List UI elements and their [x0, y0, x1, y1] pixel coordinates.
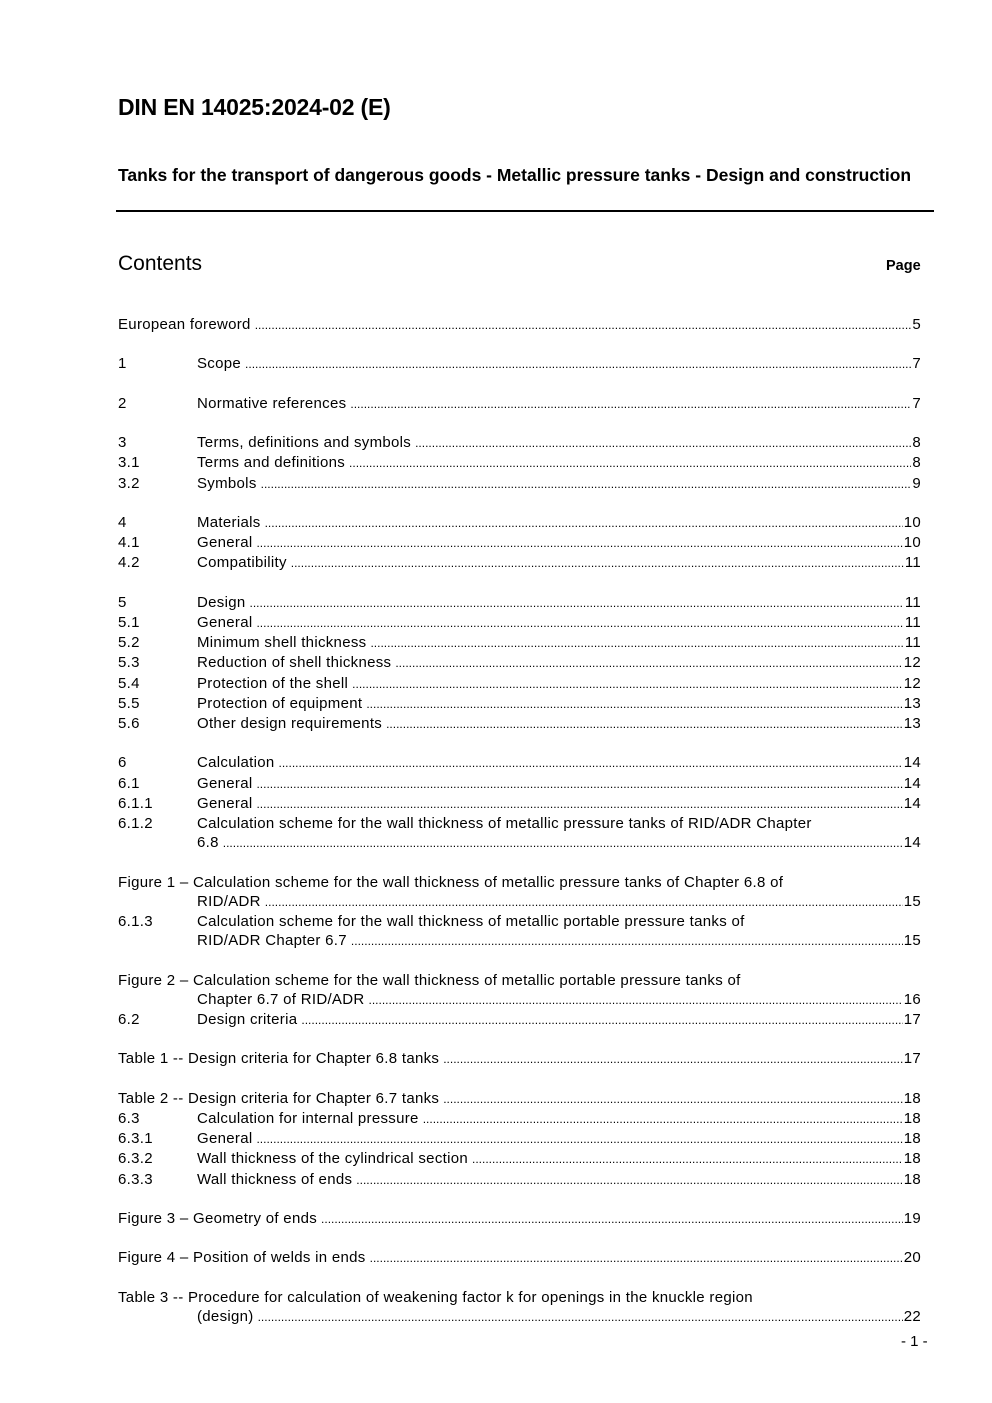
title-divider	[116, 210, 934, 212]
toc-entry-number: 3.2	[118, 474, 140, 492]
toc-entry-label: Materials	[197, 513, 261, 531]
toc-entry-label: Protection of the shell	[197, 674, 349, 692]
toc-entry-page: 14	[903, 794, 921, 812]
toc-entry-number: 5.2	[118, 634, 140, 652]
dot-leader	[256, 775, 902, 794]
toc-entry-1[interactable]	[118, 354, 921, 374]
toc-entry-foreword[interactable]	[118, 315, 921, 335]
toc-entry-page: 11	[904, 634, 921, 652]
toc-entry-page: 13	[903, 694, 921, 712]
toc-entry-5-3[interactable]	[118, 653, 921, 673]
toc-entry-label: General	[197, 794, 253, 812]
toc-entry-4-1[interactable]	[118, 533, 921, 553]
toc-entry-table-2[interactable]	[118, 1089, 921, 1109]
toc-entry-label-line-2: RID/ADR Chapter 6.7	[197, 932, 347, 950]
toc-entry-page: 10	[903, 534, 921, 552]
toc-entry-6-1[interactable]	[118, 774, 921, 794]
toc-entry-3-1[interactable]	[118, 453, 921, 473]
dot-leader	[386, 715, 903, 734]
table-of-contents	[118, 315, 921, 1327]
toc-entry-3-2[interactable]	[118, 474, 921, 494]
toc-entry-5-2[interactable]	[118, 633, 921, 653]
dot-leader	[423, 1110, 903, 1129]
dot-leader	[366, 695, 902, 714]
toc-entry-4[interactable]	[118, 513, 921, 533]
toc-entry-number: 6.3.2	[118, 1150, 153, 1168]
toc-entry-label: Calculation	[197, 754, 275, 772]
toc-entry-number: 2	[118, 394, 127, 412]
toc-entry-5-5[interactable]	[118, 694, 921, 714]
toc-entry-number: 6.1.1	[118, 794, 153, 812]
toc-entry-6-3-3[interactable]	[118, 1170, 921, 1190]
toc-entry-page: 7	[912, 394, 921, 412]
toc-entry-5-6[interactable]	[118, 714, 921, 734]
toc-entry-number: 6.3.1	[118, 1130, 153, 1148]
toc-entry-page: 13	[903, 714, 921, 732]
toc-entry-number: 6	[118, 754, 127, 772]
toc-entry-label-line-2: RID/ADR	[197, 892, 261, 910]
toc-entry-number: 6.3.3	[118, 1170, 153, 1188]
toc-entry-page: 18	[903, 1150, 921, 1168]
toc-entry-6-3-1[interactable]	[118, 1129, 921, 1149]
toc-entry-page: 11	[904, 554, 921, 572]
dot-leader	[265, 514, 903, 533]
dot-leader	[370, 634, 903, 653]
toc-entry-label: European foreword	[118, 316, 251, 333]
dot-leader	[256, 1130, 902, 1149]
toc-entry-3[interactable]	[118, 433, 921, 453]
toc-entry-figure-4[interactable]	[118, 1248, 921, 1268]
toc-entry-label-line-1: Table 3 -- Procedure for calculation of weakening factor k for openings in the knuckle region	[118, 1288, 753, 1306]
toc-entry-page: 8	[912, 454, 921, 472]
toc-entry-number: 5.6	[118, 714, 140, 732]
document-title: Tanks for the transport of dangerous goods - Metallic pressure tanks - Design and construction	[118, 165, 912, 185]
toc-entry-page: 18	[903, 1130, 921, 1148]
toc-entry-number: 6.1.3	[118, 912, 153, 930]
toc-entry-6-3-2[interactable]	[118, 1149, 921, 1169]
toc-entry-page: 12	[903, 674, 921, 692]
toc-entry-page: 15	[903, 932, 921, 950]
toc-entry-label: Terms and definitions	[197, 454, 346, 472]
dot-leader	[443, 1050, 902, 1069]
contents-heading: Contents	[118, 252, 203, 275]
toc-entry-number: 3	[118, 434, 127, 452]
dot-leader	[370, 1249, 903, 1268]
toc-entry-6-1-2[interactable]	[118, 814, 921, 853]
toc-entry-label: Scope	[197, 355, 242, 373]
dot-leader	[472, 1150, 903, 1169]
toc-entry-number: 4	[118, 513, 127, 531]
dot-leader	[351, 932, 903, 951]
toc-entry-label: Design criteria	[197, 1010, 298, 1028]
toc-entry-label: General	[197, 1130, 253, 1148]
toc-entry-number: 5.3	[118, 654, 140, 672]
toc-entry-2[interactable]	[118, 394, 921, 414]
toc-entry-5-4[interactable]	[118, 674, 921, 694]
toc-entry-label: Wall thickness of the cylindrical section	[197, 1150, 469, 1168]
toc-entry-number: 5.1	[118, 613, 140, 631]
toc-entry-label-line-1: Figure 1 – Calculation scheme for the wall thickness of metallic pressure tanks of Chapter 6.8 of	[118, 873, 784, 891]
dot-leader	[261, 475, 912, 494]
toc-entry-figure-1[interactable]	[118, 873, 921, 912]
dot-leader	[255, 316, 912, 335]
dot-leader	[256, 795, 902, 814]
toc-entry-label: General	[197, 774, 253, 792]
page-column-heading: Page	[886, 258, 921, 274]
dot-leader	[352, 675, 903, 694]
toc-entry-6-3[interactable]	[118, 1109, 921, 1129]
toc-entry-page: 22	[903, 1307, 921, 1325]
toc-entry-page: 14	[903, 754, 921, 772]
toc-entry-6[interactable]	[118, 753, 921, 773]
toc-entry-label: Symbols	[197, 474, 257, 492]
toc-entry-label-line-2: (design)	[197, 1307, 254, 1325]
dot-leader	[256, 534, 902, 553]
toc-entry-number: 4.2	[118, 554, 140, 572]
toc-entry-number: 4.1	[118, 534, 140, 552]
toc-entry-number: 6.1.2	[118, 814, 153, 832]
toc-entry-label-line-1: Calculation scheme for the wall thickness of metallic portable pressure tanks of	[197, 912, 745, 930]
toc-entry-label: General	[197, 534, 253, 552]
dot-leader	[256, 614, 903, 633]
toc-entry-label: Terms, definitions and symbols	[197, 434, 412, 452]
dot-leader	[250, 594, 904, 613]
toc-entry-label-line-1: Figure 2 – Calculation scheme for the wall thickness of metallic portable pressure tanks of	[118, 971, 741, 989]
toc-entry-number: 6.1	[118, 774, 140, 792]
toc-entry-label: Calculation for internal pressure	[197, 1109, 419, 1127]
toc-entry-number: 1	[118, 355, 127, 373]
toc-entry-figure-3[interactable]	[118, 1209, 921, 1229]
dot-leader	[258, 1308, 903, 1327]
toc-entry-table-1[interactable]	[118, 1049, 921, 1069]
toc-entry-label: Table 2 -- Design criteria for Chapter 6.7 tanks	[118, 1089, 440, 1107]
toc-entry-page: 19	[903, 1209, 921, 1227]
toc-entry-label: Minimum shell thickness	[197, 634, 367, 652]
toc-entry-label: General	[197, 613, 253, 631]
toc-entry-page: 17	[903, 1010, 921, 1028]
dot-leader	[265, 893, 903, 912]
toc-entry-number: 5.4	[118, 674, 140, 692]
dot-leader	[301, 1011, 902, 1030]
toc-entry-label: Normative references	[197, 394, 347, 412]
footer-page-number: - 1 -	[901, 1333, 928, 1350]
dot-leader	[245, 355, 911, 374]
toc-entry-label: Wall thickness of ends	[197, 1170, 353, 1188]
toc-entry-page: 20	[903, 1249, 921, 1267]
toc-entry-label: Figure 3 – Geometry of ends	[118, 1209, 318, 1227]
toc-entry-number: 6.2	[118, 1010, 140, 1028]
toc-entry-label-line-2: Chapter 6.7 of RID/ADR	[197, 990, 365, 1008]
toc-entry-page: 10	[903, 513, 921, 531]
toc-entry-5-1[interactable]	[118, 613, 921, 633]
toc-entry-label: Design	[197, 593, 246, 611]
toc-entry-number: 3.1	[118, 454, 140, 472]
toc-entry-page: 15	[903, 892, 921, 910]
toc-entry-label-line-2: 6.8	[197, 834, 219, 852]
toc-entry-6-1-1[interactable]	[118, 794, 921, 814]
dot-leader	[395, 654, 902, 673]
toc-entry-table-3[interactable]	[118, 1288, 921, 1327]
toc-entry-label: Compatibility	[197, 554, 287, 572]
toc-entry-4-2[interactable]	[118, 553, 921, 573]
toc-entry-page: 18	[903, 1109, 921, 1127]
toc-entry-number: 5	[118, 593, 127, 611]
toc-entry-page: 8	[912, 434, 921, 452]
toc-entry-number: 5.5	[118, 694, 140, 712]
toc-entry-label: Protection of equipment	[197, 694, 363, 712]
dot-leader	[279, 754, 903, 773]
toc-entry-page: 12	[903, 654, 921, 672]
toc-entry-page: 17	[903, 1050, 921, 1068]
dot-leader	[443, 1090, 902, 1109]
toc-entry-page: 14	[903, 774, 921, 792]
toc-entry-label: Reduction of shell thickness	[197, 654, 392, 672]
toc-entry-page: 16	[903, 990, 921, 1008]
toc-entry-6-2[interactable]	[118, 1010, 921, 1030]
toc-entry-page: 14	[903, 834, 921, 852]
toc-entry-page: 5	[912, 316, 921, 333]
toc-entry-number: 6.3	[118, 1109, 140, 1127]
document-id: DIN EN 14025:2024-02 (E)	[118, 94, 391, 120]
toc-entry-page: 18	[903, 1170, 921, 1188]
dot-leader	[223, 834, 903, 853]
toc-entry-6-1-3[interactable]	[118, 912, 921, 951]
toc-entry-label: Figure 4 – Position of welds in ends	[118, 1249, 366, 1267]
toc-entry-page: 18	[903, 1089, 921, 1107]
toc-entry-label: Other design requirements	[197, 714, 383, 732]
toc-entry-figure-2[interactable]	[118, 971, 921, 1010]
toc-entry-5[interactable]	[118, 593, 921, 613]
dot-leader	[369, 991, 903, 1010]
dot-leader	[291, 554, 904, 573]
toc-entry-page: 11	[904, 613, 921, 631]
dot-leader	[349, 454, 911, 473]
toc-entry-page: 7	[912, 355, 921, 373]
dot-leader	[356, 1171, 902, 1190]
toc-entry-page: 11	[904, 593, 921, 611]
dot-leader	[415, 434, 911, 453]
dot-leader	[350, 395, 911, 414]
dot-leader	[321, 1210, 903, 1229]
toc-entry-label-line-1: Calculation scheme for the wall thickness of metallic pressure tanks of RID/ADR Chapter	[197, 814, 812, 832]
toc-entry-label: Table 1 -- Design criteria for Chapter 6.8 tanks	[118, 1050, 440, 1068]
toc-entry-page: 9	[912, 474, 921, 492]
